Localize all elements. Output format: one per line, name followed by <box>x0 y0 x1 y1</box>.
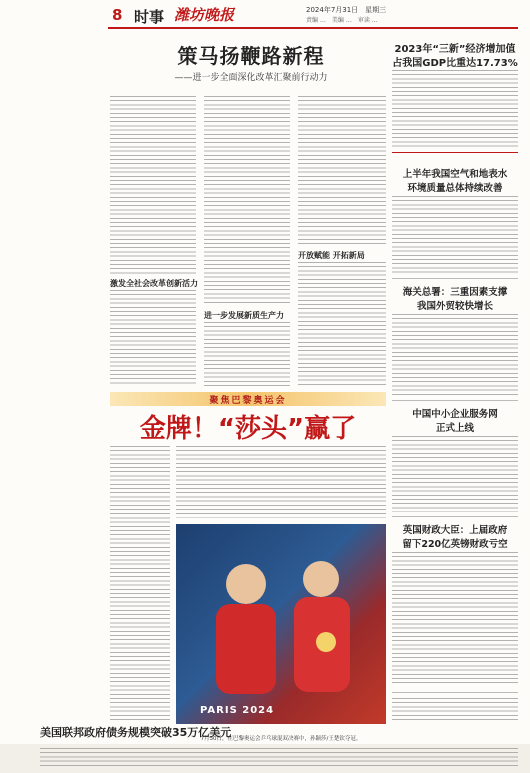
olympic-photo <box>176 524 386 724</box>
right-article-3-title-line-2: 我国外贸较快增长 <box>416 301 493 312</box>
main-article-column-1b <box>110 290 196 386</box>
main-article-subhead-3: 开放赋能 开拓新局 <box>298 251 365 260</box>
right-article-4-title-line-1: 中国中小企业服务网 <box>412 409 498 420</box>
right-article-3-body <box>392 314 518 396</box>
main-article-column-3a <box>298 96 386 246</box>
players-silhouette-icon <box>176 524 386 724</box>
olympic-article-body <box>110 446 170 722</box>
bottom-article-body <box>40 748 518 768</box>
main-article-subhead-2: 进一步发展新质生产力 <box>204 311 284 320</box>
right-article-1-title-line-1: 2023年“三新”经济增加值 <box>394 44 516 55</box>
right-divider-2 <box>392 278 518 279</box>
right-divider-1 <box>392 152 518 153</box>
bottom-article-title: 美国联邦政府债务规模突破35万亿美元 <box>40 726 232 739</box>
main-article-subtitle: ——进一步全面深化改革汇聚前行动力 <box>174 73 328 83</box>
right-divider-4 <box>392 516 518 517</box>
photo-caption: 7月30日，在巴黎奥运会乒乓球混双决赛中，孙颖莎/王楚钦夺冠。 <box>200 736 362 742</box>
header-rule <box>108 27 518 29</box>
right-divider-5 <box>392 692 518 693</box>
issue-date: 2024年7月31日 星期三 <box>306 6 387 14</box>
right-article-1-title-line-2: 占我国GDP比重达17.73% <box>392 58 518 69</box>
main-article-column-2b <box>204 322 290 386</box>
section-name: 时事 <box>134 8 165 26</box>
right-article-3-title-line-1: 海关总署：三重因素支撑 <box>402 287 508 298</box>
right-article-4-title-line-2: 正式上线 <box>435 423 474 434</box>
right-article-1-body <box>392 70 518 148</box>
right-article-5-title-line-1: 英国财政大臣：上届政府 <box>402 525 508 536</box>
olympic-article-lead <box>176 446 386 518</box>
right-article-2-title-line-1: 上半年我国空气和地表水 <box>402 169 508 180</box>
newspaper-brand: 潍坊晚报 <box>174 6 235 24</box>
main-article-title: 策马扬鞭路新程 <box>177 44 325 68</box>
main-article-column-3b <box>298 262 386 386</box>
right-article-2-body <box>392 196 518 274</box>
right-divider-3 <box>392 400 518 401</box>
right-article-6-body <box>392 698 518 720</box>
main-article-subhead-1: 激发全社会改革创新活力 <box>110 279 198 288</box>
right-article-4-body <box>392 436 518 512</box>
editor-line: 责编 … 美编 … 审读 … <box>306 17 378 24</box>
right-article-5-body <box>392 552 518 686</box>
right-article-2-title-line-2: 环境质量总体持续改善 <box>407 183 503 194</box>
olympic-banner-text: 聚焦巴黎奥运会 <box>209 396 287 406</box>
main-article-column-1a <box>110 96 196 274</box>
olympic-headline: 金牌！“莎头”赢了 <box>139 414 357 444</box>
page-number: 8 <box>112 6 123 24</box>
main-article-column-2a <box>204 96 290 306</box>
right-article-5-title-line-2: 留下220亿英镑财政亏空 <box>402 539 508 550</box>
photo-brand-text: PARIS 2024 <box>200 705 275 716</box>
